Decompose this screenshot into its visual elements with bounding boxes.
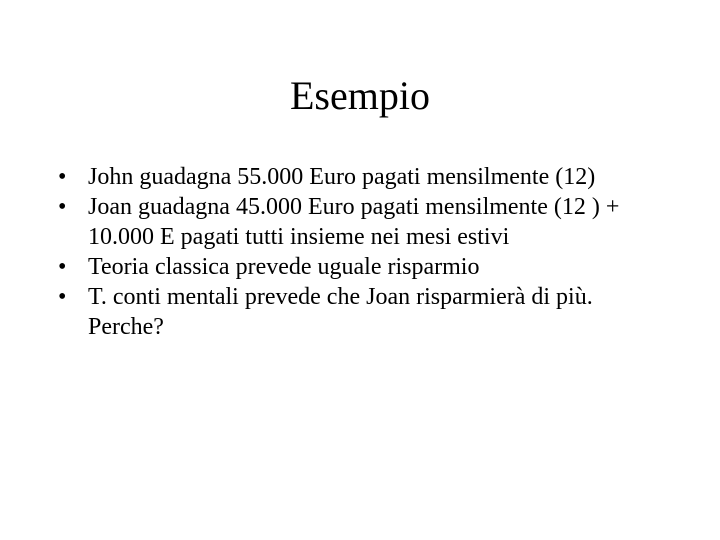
bullet-item bbox=[58, 162, 658, 192]
bullet-text: John guadagna 55.000 Euro pagati mensilmente (12) bbox=[88, 164, 596, 190]
bullet-text: T. conti mentali prevede che Joan risparmierà di più. Perche? bbox=[88, 284, 593, 340]
bullet-text: Joan guadagna 45.000 Euro pagati mensilmente (12 ) + 10.000 E pagati tutti insieme nei mesi estivi bbox=[88, 194, 620, 250]
slide-title: Esempio bbox=[290, 73, 430, 118]
bullet-text: Teoria classica prevede uguale risparmio bbox=[88, 254, 480, 280]
bullet-icon: • bbox=[58, 194, 67, 220]
bullet-item bbox=[58, 282, 658, 342]
bullet-icon: • bbox=[58, 164, 67, 190]
bullet-list bbox=[58, 162, 658, 342]
bullet-item bbox=[58, 192, 658, 252]
bullet-item bbox=[58, 252, 658, 282]
bullet-icon: • bbox=[58, 254, 67, 280]
bullet-icon: • bbox=[58, 284, 67, 310]
